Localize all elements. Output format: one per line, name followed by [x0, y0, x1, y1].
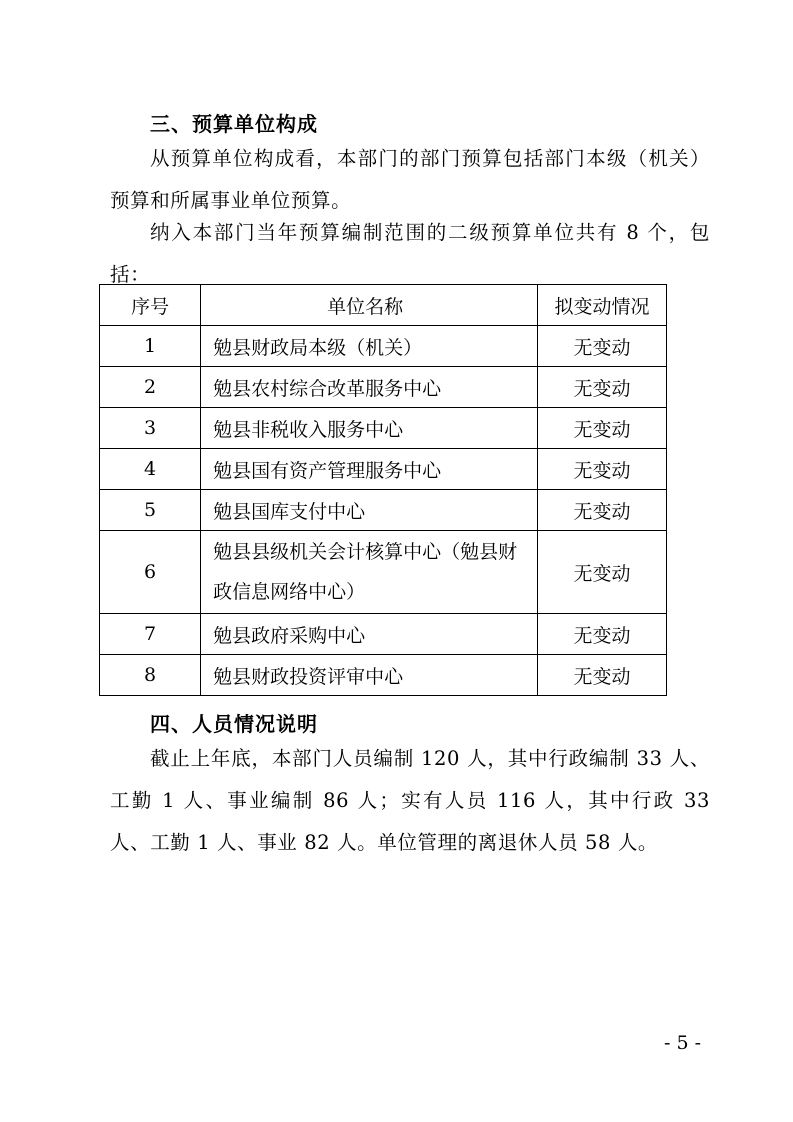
row-no: 2 [100, 367, 201, 408]
row-change: 无变动 [538, 490, 667, 531]
row-no: 1 [100, 326, 201, 367]
table-row [100, 408, 667, 449]
row-name: 勉县政府采购中心 [201, 614, 538, 655]
header-no: 序号 [100, 285, 201, 326]
section3-paragraph-1: 从预算单位构成看，本部门的部门预算包括部门本级（机关）预算和所属事业单位预算。 [110, 147, 710, 212]
page-number: - 5 - [664, 1032, 702, 1054]
row-name: 勉县非税收入服务中心 [201, 408, 538, 449]
row-no: 6 [100, 531, 201, 614]
row-change: 无变动 [538, 655, 667, 696]
table-row [100, 367, 667, 408]
row-no: 7 [100, 614, 201, 655]
table-row [100, 531, 667, 614]
row-no: 3 [100, 408, 201, 449]
header-name: 单位名称 [201, 285, 538, 326]
table-row [100, 614, 667, 655]
row-name: 勉县国库支付中心 [201, 490, 538, 531]
section3-heading: 三、预算单位构成 [150, 112, 318, 136]
row-change: 无变动 [538, 408, 667, 449]
row-name: 勉县县级机关会计核算中心（勉县财政信息网络中心） [201, 531, 538, 614]
row-no: 4 [100, 449, 201, 490]
budget-units-table [99, 284, 667, 696]
row-no: 5 [100, 490, 201, 531]
row-name: 勉县财政局本级（机关） [201, 326, 538, 367]
table-row [100, 449, 667, 490]
section4-paragraph: 截止上年底，本部门人员编制 120 人，其中行政编制 33 人、工勤 1 人、事业编制 86 人；实有人员 116 人，其中行政 33 人、工勤 1 人、事业 82 人。单位管理的离退休人员 58 人。 [110, 747, 710, 854]
row-change: 无变动 [538, 614, 667, 655]
row-no: 8 [100, 655, 201, 696]
table-row [100, 326, 667, 367]
row-change: 无变动 [538, 449, 667, 490]
section3-paragraph-2: 纳入本部门当年预算编制范围的二级预算单位共有 8 个，包括： [110, 221, 710, 286]
row-change: 无变动 [538, 531, 667, 614]
table-row [100, 655, 667, 696]
table-header-row [100, 285, 667, 326]
header-change: 拟变动情况 [538, 285, 667, 326]
row-change: 无变动 [538, 367, 667, 408]
table-row [100, 490, 667, 531]
row-name: 勉县财政投资评审中心 [201, 655, 538, 696]
row-change: 无变动 [538, 326, 667, 367]
row-name: 勉县农村综合改革服务中心 [201, 367, 538, 408]
section4-heading: 四、人员情况说明 [150, 712, 318, 736]
row-name: 勉县国有资产管理服务中心 [201, 449, 538, 490]
